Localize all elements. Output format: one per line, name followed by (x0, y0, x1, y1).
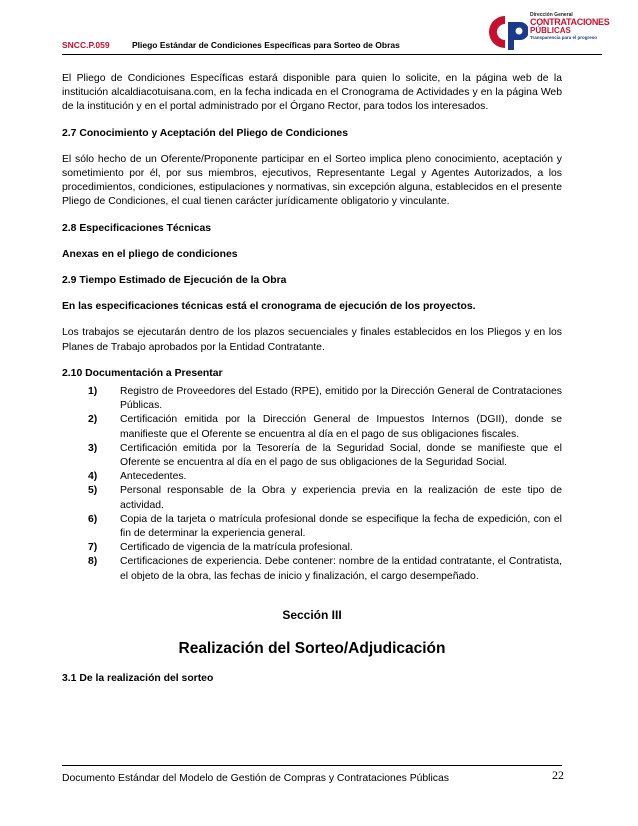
heading-2-10: 2.10 Documentación a Presentar (62, 367, 223, 379)
section-title: Realización del Sorteo/Adjudicación (178, 640, 446, 658)
list-item (88, 555, 562, 583)
list-item (88, 442, 562, 470)
list-item (88, 413, 562, 441)
heading-2-9: 2.9 Tiempo Estimado de Ejecución de la Obra (62, 275, 287, 287)
logo-line-1: Dirección General (530, 12, 573, 18)
list-text: Certificado de vigencia de la matrícula profesional. (120, 542, 353, 554)
list-number: 2) (88, 414, 98, 426)
list-item (88, 484, 562, 512)
logo-line-3: PÚBLICAS (530, 26, 571, 35)
list-text: Certificación emitida por la Dirección General de Impuestos Internos (DGII), donde se manifieste que el Oferente se encuentra al día en el pago de sus obligaciones fiscales. (120, 414, 562, 440)
dgcp-logo (482, 12, 610, 52)
list-number: 5) (88, 485, 98, 497)
logo-tagline: Transparencia para el progreso (530, 35, 598, 40)
heading-2-8: 2.8 Especificaciones Técnicas (62, 222, 212, 234)
acceptance-paragraph: El sólo hecho de un Oferente/Proponente participar en el Sorteo implica pleno conocimiento, aceptación y sometimiento por él, por sus miembros, ejecutivos, Representante Legal y Agentes Autorizados, a los procedimientos, condiciones, estipulaciones y normativas, sin excepción alguna, establecidos en el presente Pliego de Condiciones, el cual tienen carácter jurídicamente obligatorio y vinculante. (62, 153, 562, 208)
footer-text: Documento Estándar del Modelo de Gestión de Compras y Contrataciones Públicas (62, 773, 449, 784)
schedule-note: En las especificaciones técnicas está el cronograma de ejecución de los proyectos. (62, 301, 476, 313)
annex-note: Anexas en el pliego de condiciones (62, 248, 238, 260)
heading-2-7: 2.7 Conocimiento y Aceptación del Pliego de Condiciones (62, 127, 348, 139)
list-item (88, 385, 562, 413)
list-item (88, 470, 562, 484)
document-body (62, 72, 562, 699)
list-text: Certificación emitida por la Tesorería de la Seguridad Social, donde se manifieste que el Oferente se encuentra al día en el pago de sus obligaciones de la Seguridad Social. (120, 442, 562, 469)
list-text: Personal responsable de la Obra y experiencia previa en la realización de este tipo de actividad. (120, 485, 562, 511)
list-number: 3) (88, 442, 98, 454)
list-item (88, 513, 562, 541)
list-text: Certificaciones de experiencia. Debe contener: nombre de la entidad contratante, el Contratista, el objeto de la obra, las fechas de inicio y finalización, el cargo desempeñado. (120, 556, 562, 582)
page-footer (62, 765, 562, 786)
heading-3-1: 3.1 De la realización del sorteo (62, 673, 214, 685)
list-number: 1) (88, 386, 98, 398)
execution-paragraph: Los trabajos se ejecutarán dentro de los plazos secuenciales y finales establecidos en los Pliegos y en los Planes de Trabajo aprobados por la Entidad Contratante. (62, 327, 562, 353)
list-number: 8) (88, 556, 98, 568)
document-list (62, 385, 562, 584)
list-text: Copia de la tarjeta o matrícula profesional donde se especifique la fecha de expedición, con el fin de determinar la experiencia general. (120, 513, 562, 540)
list-text: Registro de Proveedores del Estado (RPE), emitido por la Dirección General de Contrataciones Públicas. (120, 386, 562, 412)
list-number: 6) (88, 513, 98, 525)
list-number: 4) (88, 471, 98, 483)
intro-paragraph: El Pliego de Condiciones Específicas estará disponible para quien lo solicite, en la página web de la institución alcaldiacotuisana.com, en la fecha indicada en el Cronograma de Actividades y en la página Web de la institución y en el portal administrado por el Órgano Rector, para todos los interesados. (62, 73, 562, 113)
logo-text (530, 12, 610, 41)
logo-line-2: CONTRATACIONES (530, 17, 610, 27)
page-number: 22 (552, 768, 564, 782)
section-label: Sección III (282, 607, 342, 622)
list-text: Antecedentes. (120, 471, 187, 483)
document-code: SNCC.P.059 (62, 40, 110, 50)
page-header (62, 10, 610, 55)
dgcp-logo-mark-icon (482, 12, 528, 52)
header-title: Pliego Estándar de Condiciones Específicas para Sorteo de Obras (132, 40, 400, 50)
list-number: 7) (88, 542, 98, 554)
list-item (88, 541, 562, 555)
